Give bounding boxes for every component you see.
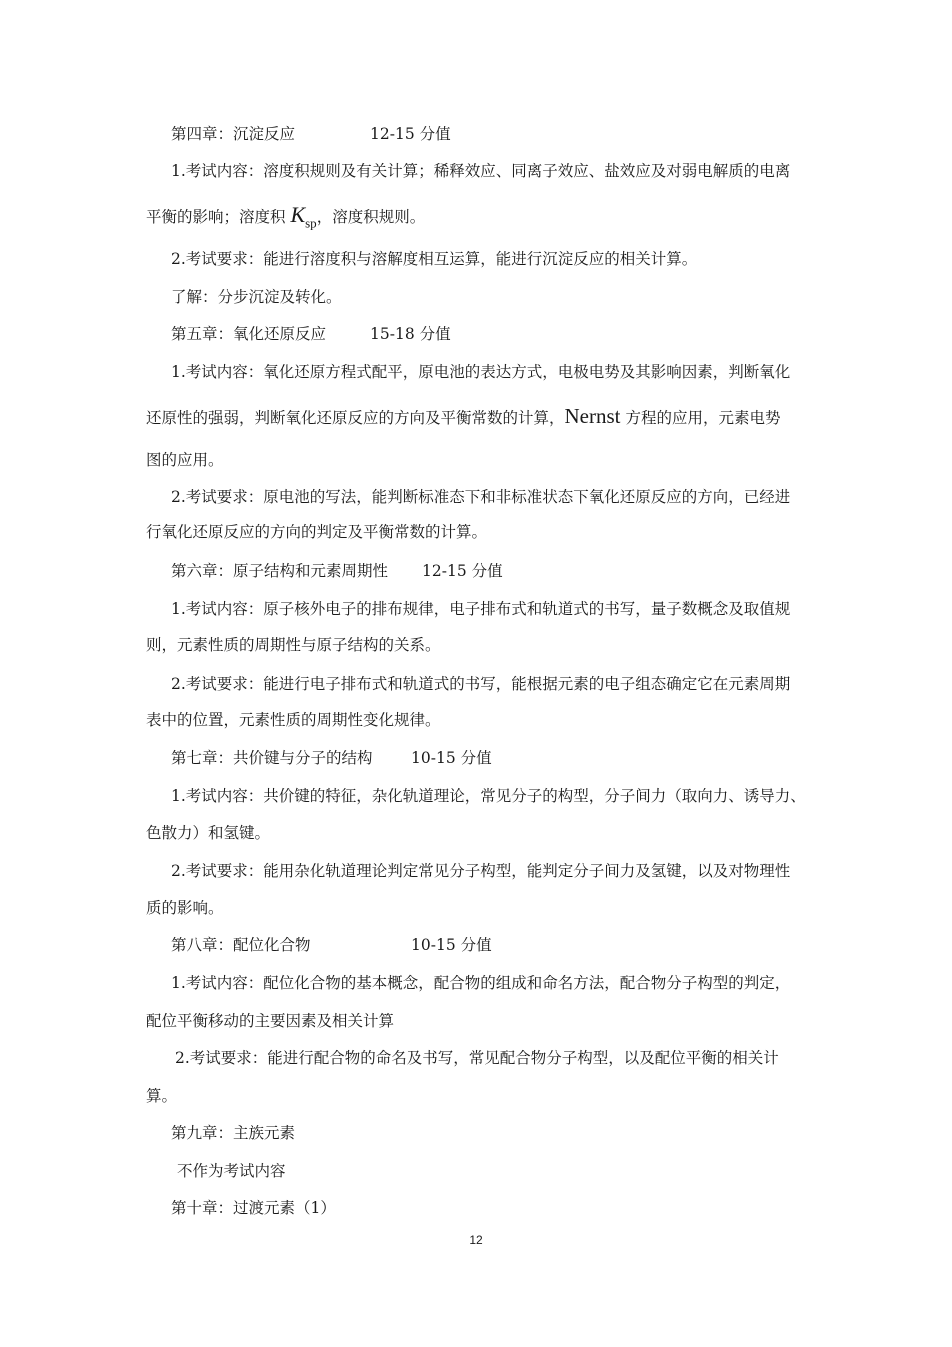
- chapter-7-title: 第七章：共价键与分子的结构: [171, 749, 373, 767]
- chapter-9-heading: 第九章：主族元素: [171, 1124, 296, 1142]
- chapter-5-heading: [171, 323, 451, 345]
- ch8-requirement-line-1: 2.考试要求：能进行配合物的命名及书写，常见配合物分子构型，以及配位平衡的相关计: [175, 1049, 779, 1067]
- ch5-content-text-b: 方程的应用，元素电势: [620, 409, 781, 427]
- ch8-requirement-line-2: 算。: [146, 1087, 178, 1105]
- ksp-k: K: [290, 202, 306, 227]
- ch6-requirement-line-2: 表中的位置，元素性质的周期性变化规律。: [146, 711, 441, 729]
- ch7-content-line-2: 色散力）和氢键。: [146, 824, 271, 842]
- chapter-8-title: 第八章：配位化合物: [171, 936, 311, 954]
- ch7-requirement-line-1: 2.考试要求：能用杂化轨道理论判定常见分子构型，能判定分子间力及氢键，以及对物理性: [171, 862, 791, 880]
- chapter-10-heading: 第十章：过渡元素（1）: [171, 1199, 336, 1217]
- ch4-content-line-1: 1.考试内容：溶度积规则及有关计算；稀释效应、同离子效应、盐效应及对弱电解质的电离: [171, 162, 791, 180]
- ch5-requirement-line-1: 2.考试要求：原电池的写法，能判断标准态下和非标准状态下氧化还原反应的方向，已经进: [171, 488, 791, 506]
- ch5-content-line-3: 图的应用。: [146, 451, 224, 469]
- ch5-content-line-1: 1.考试内容：氧化还原方程式配平，原电池的表达方式，电极电势及其影响因素，判断氧化: [171, 363, 791, 381]
- ch5-content-text-a: 还原性的强弱，判断氧化还原反应的方向及平衡常数的计算，: [146, 409, 565, 427]
- chapter-7-heading: [171, 747, 492, 769]
- page-number: 12: [469, 1233, 483, 1247]
- ksp-symbol: [290, 202, 317, 231]
- ch4-requirement-line-1: 2.考试要求：能进行溶度积与溶解度相互运算，能进行沉淀反应的相关计算。: [171, 250, 698, 268]
- chapter-5-score: 15-18 分值: [370, 325, 451, 343]
- chapter-5-title: 第五章：氧化还原反应: [171, 325, 327, 343]
- ksp-sub: sp: [305, 215, 317, 231]
- ch5-content-line-2: [146, 405, 780, 429]
- ch7-requirement-line-2: 质的影响。: [146, 899, 224, 917]
- chapter-8-heading: [171, 934, 492, 956]
- chapter-6-heading: [171, 560, 503, 582]
- ch6-content-line-1: 1.考试内容：原子核外电子的排布规律，电子排布式和轨道式的书写，量子数概念及取值规: [171, 600, 791, 618]
- ch6-content-line-2: 则，元素性质的周期性与原子结构的关系。: [146, 636, 441, 654]
- ch4-understand-line: 了解：分步沉淀及转化。: [171, 288, 342, 306]
- chapter-4-title: 第四章：沉淀反应: [171, 125, 296, 143]
- ch8-content-line-1: 1.考试内容：配位化合物的基本概念，配合物的组成和命名方法，配合物分子构型的判定，: [171, 974, 791, 992]
- ch4-content-text-a: 平衡的影响；溶度积: [146, 208, 291, 226]
- ch7-content-line-1: 1.考试内容：共价键的特征，杂化轨道理论，常见分子的构型，分子间力（取向力、诱导力、: [171, 787, 806, 805]
- ch8-content-line-2: 配位平衡移动的主要因素及相关计算: [146, 1012, 395, 1030]
- ch4-content-line-2: [146, 204, 425, 234]
- chapter-4-heading: [171, 123, 451, 145]
- chapter-6-title: 第六章：原子结构和元素周期性: [171, 562, 389, 580]
- ch6-requirement-line-1: 2.考试要求：能进行电子排布式和轨道式的书写，能根据元素的电子组态确定它在元素周期: [171, 675, 791, 693]
- chapter-4-score: 12-15 分值: [370, 125, 451, 143]
- ch4-content-text-b: ，溶度积规则。: [316, 208, 426, 226]
- chapter-7-score: 10-15 分值: [411, 749, 492, 767]
- chapter-6-score: 12-15 分值: [422, 562, 503, 580]
- ch5-requirement-line-2: 行氧化还原反应的方向的判定及平衡常数的计算。: [146, 523, 488, 541]
- ch9-note: 不作为考试内容: [177, 1162, 286, 1180]
- chapter-8-score: 10-15 分值: [411, 936, 492, 954]
- nernst-term: Nernst: [564, 404, 621, 428]
